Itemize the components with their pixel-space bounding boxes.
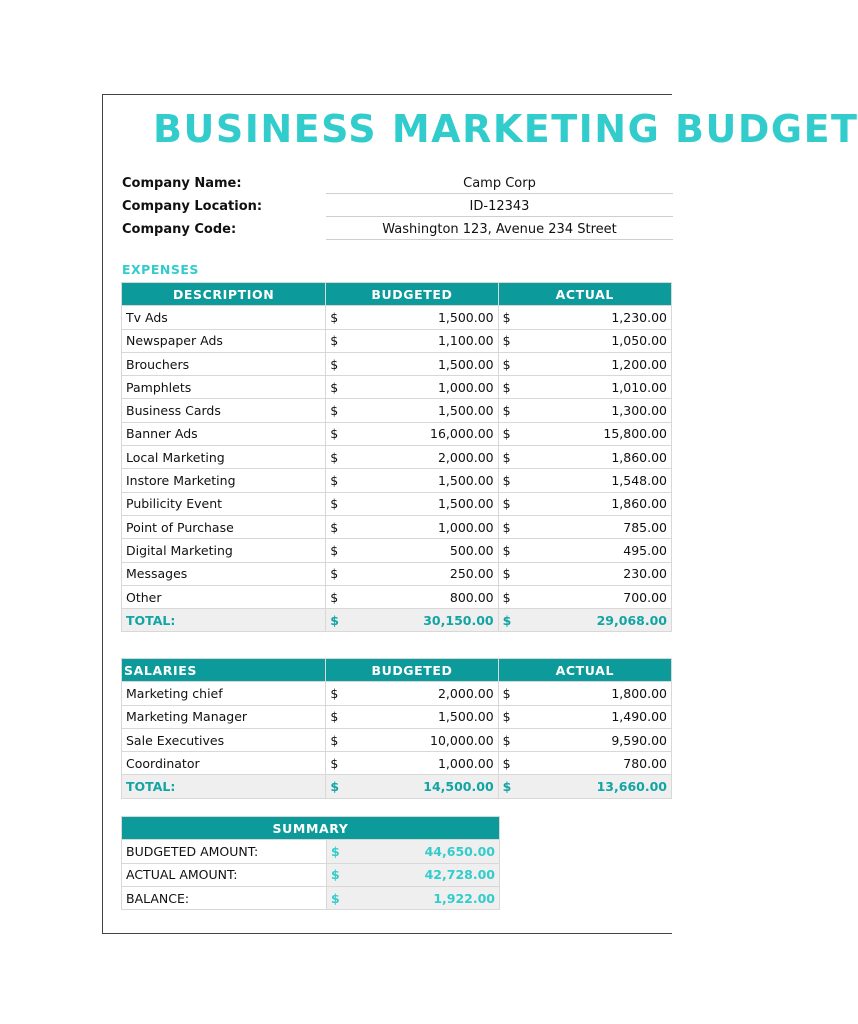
summary-value[interactable]: 44,650.00 [351, 840, 500, 863]
expense-budgeted-value[interactable]: 1,100.00 [350, 329, 498, 352]
salaries-total-label: TOTAL: [122, 775, 326, 798]
expense-actual-value[interactable]: 785.00 [522, 515, 671, 538]
summary-label: BALANCE: [122, 886, 327, 909]
salary-budgeted-value[interactable]: 1,500.00 [350, 705, 498, 728]
currency-symbol: $ [498, 682, 522, 705]
currency-symbol: $ [326, 492, 350, 515]
currency-symbol: $ [498, 376, 522, 399]
summary-label: ACTUAL AMOUNT: [122, 863, 327, 886]
currency-symbol: $ [326, 752, 350, 775]
currency-symbol: $ [498, 752, 522, 775]
currency-symbol: $ [326, 306, 350, 329]
expenses-section-label: EXPENSES [122, 262, 199, 277]
summary-row [122, 863, 500, 886]
currency-symbol: $ [498, 469, 522, 492]
budgeted-header: BUDGETED [326, 659, 498, 682]
salary-row [122, 682, 672, 705]
expense-description: Pamphlets [122, 376, 326, 399]
expenses-total-label: TOTAL: [122, 609, 326, 632]
expense-budgeted-value[interactable]: 1,500.00 [350, 352, 498, 375]
expenses-body [122, 306, 672, 609]
salaries-table [121, 658, 672, 799]
company-name-label: Company Name: [122, 176, 242, 191]
expense-budgeted-value[interactable]: 500.00 [350, 539, 498, 562]
company-code-value[interactable]: Washington 123, Avenue 234 Street [326, 217, 673, 240]
company-location-row [122, 194, 673, 217]
expense-row [122, 492, 672, 515]
expenses-total-actual[interactable]: 29,068.00 [522, 609, 671, 632]
expense-budgeted-value[interactable]: 1,000.00 [350, 376, 498, 399]
expense-budgeted-value[interactable]: 2,000.00 [350, 446, 498, 469]
salary-description: Coordinator [122, 752, 326, 775]
expense-row [122, 399, 672, 422]
company-info [122, 171, 673, 240]
currency-symbol: $ [327, 886, 351, 909]
currency-symbol: $ [498, 609, 522, 632]
expense-description: Tv Ads [122, 306, 326, 329]
summary-header-row [122, 817, 500, 840]
expense-description: Brouchers [122, 352, 326, 375]
expense-description: Pubilicity Event [122, 492, 326, 515]
summary-label: BUDGETED AMOUNT: [122, 840, 327, 863]
currency-symbol: $ [326, 682, 350, 705]
expense-description: Banner Ads [122, 422, 326, 445]
expense-actual-value[interactable]: 1,860.00 [522, 446, 671, 469]
expense-description: Newspaper Ads [122, 329, 326, 352]
expense-budgeted-value[interactable]: 1,500.00 [350, 306, 498, 329]
expense-budgeted-value[interactable]: 1,000.00 [350, 515, 498, 538]
currency-symbol: $ [498, 329, 522, 352]
expense-budgeted-value[interactable]: 250.00 [350, 562, 498, 585]
expense-actual-value[interactable]: 230.00 [522, 562, 671, 585]
expense-description: Point of Purchase [122, 515, 326, 538]
expense-budgeted-value[interactable]: 16,000.00 [350, 422, 498, 445]
currency-symbol: $ [326, 446, 350, 469]
currency-symbol: $ [326, 422, 350, 445]
expense-actual-value[interactable]: 1,230.00 [522, 306, 671, 329]
salary-description: Sale Executives [122, 728, 326, 751]
salary-budgeted-value[interactable]: 1,000.00 [350, 752, 498, 775]
currency-symbol: $ [326, 705, 350, 728]
currency-symbol: $ [327, 863, 351, 886]
expenses-table [121, 282, 672, 632]
currency-symbol: $ [326, 352, 350, 375]
expense-row [122, 469, 672, 492]
salary-actual-value[interactable]: 9,590.00 [522, 728, 671, 751]
salaries-total-actual[interactable]: 13,660.00 [522, 775, 671, 798]
currency-symbol: $ [498, 728, 522, 751]
currency-symbol: $ [326, 329, 350, 352]
expense-description: Digital Marketing [122, 539, 326, 562]
expense-row [122, 562, 672, 585]
expense-row [122, 376, 672, 399]
currency-symbol: $ [326, 515, 350, 538]
expense-row [122, 422, 672, 445]
salary-budgeted-value[interactable]: 2,000.00 [350, 682, 498, 705]
currency-symbol: $ [498, 352, 522, 375]
expense-row [122, 446, 672, 469]
currency-symbol: $ [326, 585, 350, 608]
currency-symbol: $ [326, 609, 350, 632]
currency-symbol: $ [326, 728, 350, 751]
expense-actual-value[interactable]: 15,800.00 [522, 422, 671, 445]
currency-symbol: $ [498, 422, 522, 445]
company-location-value[interactable]: ID-12343 [326, 194, 673, 217]
expense-row [122, 352, 672, 375]
expense-actual-value[interactable]: 1,200.00 [522, 352, 671, 375]
salary-budgeted-value[interactable]: 10,000.00 [350, 728, 498, 751]
salary-actual-value[interactable]: 780.00 [522, 752, 671, 775]
summary-body [122, 840, 500, 910]
budget-sheet [102, 94, 858, 934]
summary-row [122, 840, 500, 863]
company-name-row [122, 171, 673, 194]
expense-actual-value[interactable]: 1,860.00 [522, 492, 671, 515]
budgeted-header: BUDGETED [326, 283, 498, 306]
currency-symbol: $ [326, 775, 350, 798]
expense-description: Messages [122, 562, 326, 585]
currency-symbol: $ [327, 840, 351, 863]
company-location-label: Company Location: [122, 199, 263, 214]
currency-symbol: $ [326, 399, 350, 422]
expense-actual-value[interactable]: 1,050.00 [522, 329, 671, 352]
currency-symbol: $ [326, 539, 350, 562]
expense-description: Other [122, 585, 326, 608]
salary-actual-value[interactable]: 1,800.00 [522, 682, 671, 705]
salaries-header: SALARIES [122, 659, 326, 682]
expense-budgeted-value[interactable]: 1,500.00 [350, 492, 498, 515]
currency-symbol: $ [498, 446, 522, 469]
salary-row [122, 752, 672, 775]
expense-row [122, 539, 672, 562]
expenses-header-row [122, 283, 672, 306]
expenses-total-budgeted[interactable]: 30,150.00 [350, 609, 498, 632]
salaries-body [122, 682, 672, 775]
salary-description: Marketing chief [122, 682, 326, 705]
expenses-total-row [122, 609, 672, 632]
expense-budgeted-value[interactable]: 1,500.00 [350, 399, 498, 422]
expense-actual-value[interactable]: 1,548.00 [522, 469, 671, 492]
salary-row [122, 705, 672, 728]
currency-symbol: $ [498, 492, 522, 515]
currency-symbol: $ [326, 562, 350, 585]
expense-actual-value[interactable]: 495.00 [522, 539, 671, 562]
expense-actual-value[interactable]: 700.00 [522, 585, 671, 608]
description-header: DESCRIPTION [122, 283, 326, 306]
salaries-total-budgeted[interactable]: 14,500.00 [350, 775, 498, 798]
company-code-row [122, 217, 673, 240]
currency-symbol: $ [326, 376, 350, 399]
company-code-label: Company Code: [122, 222, 237, 237]
currency-symbol: $ [326, 469, 350, 492]
salaries-header-row [122, 659, 672, 682]
expense-row [122, 329, 672, 352]
currency-symbol: $ [498, 562, 522, 585]
salary-row [122, 728, 672, 751]
summary-table [121, 816, 500, 910]
expense-description: Local Marketing [122, 446, 326, 469]
expense-budgeted-value[interactable]: 1,500.00 [350, 469, 498, 492]
currency-symbol: $ [498, 585, 522, 608]
currency-symbol: $ [498, 306, 522, 329]
expense-row [122, 306, 672, 329]
salary-actual-value[interactable]: 1,490.00 [522, 705, 671, 728]
summary-value[interactable]: 1,922.00 [351, 886, 500, 909]
actual-header: ACTUAL [498, 283, 671, 306]
summary-row [122, 886, 500, 909]
summary-value[interactable]: 42,728.00 [351, 863, 500, 886]
actual-header: ACTUAL [498, 659, 671, 682]
page-title: BUSINESS MARKETING BUDGET [153, 107, 858, 151]
expense-description: Instore Marketing [122, 469, 326, 492]
expense-description: Business Cards [122, 399, 326, 422]
expense-actual-value[interactable]: 1,300.00 [522, 399, 671, 422]
expense-budgeted-value[interactable]: 800.00 [350, 585, 498, 608]
salary-description: Marketing Manager [122, 705, 326, 728]
currency-symbol: $ [498, 539, 522, 562]
currency-symbol: $ [498, 775, 522, 798]
expense-row [122, 585, 672, 608]
currency-symbol: $ [498, 705, 522, 728]
expense-actual-value[interactable]: 1,010.00 [522, 376, 671, 399]
company-name-value[interactable]: Camp Corp [326, 171, 673, 194]
currency-symbol: $ [498, 399, 522, 422]
expense-row [122, 515, 672, 538]
summary-header: SUMMARY [122, 817, 500, 840]
currency-symbol: $ [498, 515, 522, 538]
salaries-total-row [122, 775, 672, 798]
